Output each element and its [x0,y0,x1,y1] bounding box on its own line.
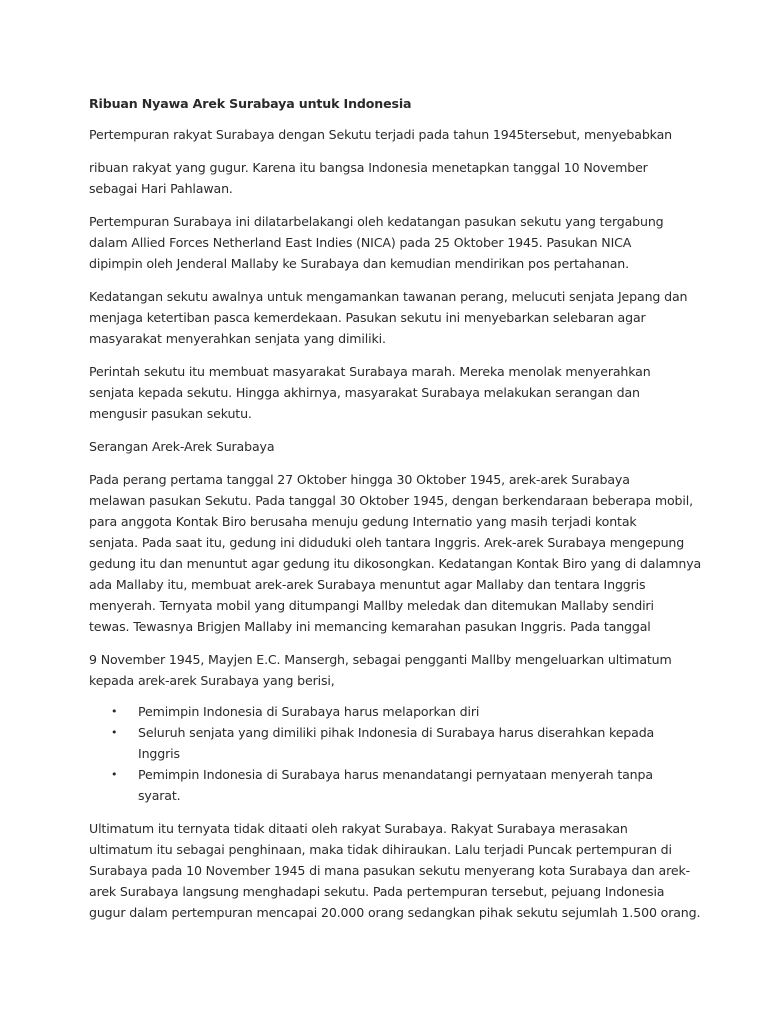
paragraph-line: mengusir pasukan sekutu. [89,406,252,421]
paragraph-line: Kedatangan sekutu awalnya untuk mengamankan tawanan perang, melucuti senjata Jepang dan [89,289,688,304]
list-item [89,722,689,764]
paragraph-line: Surabaya pada 10 November 1945 di mana pasukan sekutu menyerang kota Surabaya dan arek- [89,863,690,878]
paragraph-line: Perintah sekutu itu membuat masyarakat Surabaya marah. Mereka menolak menyerahkan [89,364,651,379]
paragraph-3 [89,211,689,274]
paragraph-line: senjata kepada sekutu. Hingga akhirnya, masyarakat Surabaya melakukan serangan dan [89,385,640,400]
list-item [89,764,689,806]
closing-paragraph [89,818,701,923]
bullet-icon: • [111,705,118,718]
paragraph-line: masyarakat menyerahkan senjata yang dimiliki. [89,331,386,346]
paragraph-line: ada Mallaby itu, membuat arek-arek Surabaya menuntut agar Mallaby dan tentara Inggris [89,577,646,592]
paragraph-2 [89,157,689,199]
paragraph-line: menjaga ketertiban pasca kemerdekaan. Pasukan sekutu ini menyebarkan selebaran agar [89,310,646,325]
bullet-icon: • [111,768,118,781]
paragraph-line: kepada arek-arek Surabaya yang berisi, [89,673,335,688]
paragraph-line: Pertempuran rakyat Surabaya dengan Sekutu terjadi pada tahun 1945tersebut, menyebabkan [89,127,672,142]
list-item-line: syarat. [138,788,181,803]
paragraph-line: para anggota Kontak Biro berusaha menuju gedung Internatio yang masih terjadi kontak [89,514,637,529]
list-item-line: Pemimpin Indonesia di Surabaya harus melaporkan diri [138,704,480,719]
paragraph-line: Pada perang pertama tanggal 27 Oktober hingga 30 Oktober 1945, arek-arek Surabaya [89,472,630,487]
paragraph-7 [89,649,689,691]
paragraph-line: senjata. Pada saat itu, gedung ini diduduki oleh tantara Inggris. Arek-arek Surabaya mengepung [89,535,685,550]
paragraph-line: arek Surabaya langsung menghadapi sekutu. Pada pertempuran tersebut, pejuang Indonesia [89,884,665,899]
paragraph-line: tewas. Tewasnya Brigjen Mallaby ini memancing kemarahan pasukan Inggris. Pada tanggal [89,619,651,634]
document-title: Ribuan Nyawa Arek Surabaya untuk Indonesia [89,96,412,111]
paragraph-line: dalam Allied Forces Netherland East Indies (NICA) pada 25 Oktober 1945. Pasukan NICA [89,235,632,250]
paragraph-line: melawan pasukan Sekutu. Pada tanggal 30 Oktober 1945, dengan berkendaraan beberapa mobil, [89,493,693,508]
paragraph-line: dipimpin oleh Jenderal Mallaby ke Surabaya dan kemudian mendirikan pos pertahanan. [89,256,629,271]
paragraph-line: gedung itu dan menuntut agar gedung itu dikosongkan. Kedatangan Kontak Biro yang di dalamnya [89,556,702,571]
paragraph-1 [89,124,689,145]
list-item [89,701,689,722]
list-item-line: Seluruh senjata yang dimiliki pihak Indonesia di Surabaya harus diserahkan kepada [138,725,655,740]
section-heading [89,436,689,457]
paragraph-4 [89,286,689,349]
list-item-line: Pemimpin Indonesia di Surabaya harus menandatangi pernyataan menyerah tanpa [138,767,653,782]
paragraph-line: 9 November 1945, Mayjen E.C. Mansergh, sebagai pengganti Mallby mengeluarkan ultimatum [89,652,672,667]
section-heading-text: Serangan Arek-Arek Surabaya [89,439,275,454]
document-body [89,93,702,935]
paragraph-line: ribuan rakyat yang gugur. Karena itu bangsa Indonesia menetapkan tanggal 10 November [89,160,648,175]
paragraph-6 [89,469,702,637]
bullet-icon: • [111,726,118,739]
ultimatum-list [89,701,689,806]
paragraph-line: ultimatum itu sebagai penghinaan, maka tidak dihiraukan. Lalu terjadi Puncak pertempuran di [89,842,672,857]
paragraph-line: sebagai Hari Pahlawan. [89,181,233,196]
paragraph-5 [89,361,689,424]
paragraph-line: Pertempuran Surabaya ini dilatarbelakangi oleh kedatangan pasukan sekutu yang tergabung [89,214,664,229]
paragraph-line: gugur dalam pertempuran mencapai 20.000 orang sedangkan pihak sekutu sejumlah 1.500 orang. [89,905,701,920]
list-item-line: Inggris [138,746,180,761]
paragraph-line: menyerah. Ternyata mobil yang ditumpangi Mallby meledak dan ditemukan Mallaby sendiri [89,598,654,613]
paragraph-line: Ultimatum itu ternyata tidak ditaati oleh rakyat Surabaya. Rakyat Surabaya merasakan [89,821,628,836]
